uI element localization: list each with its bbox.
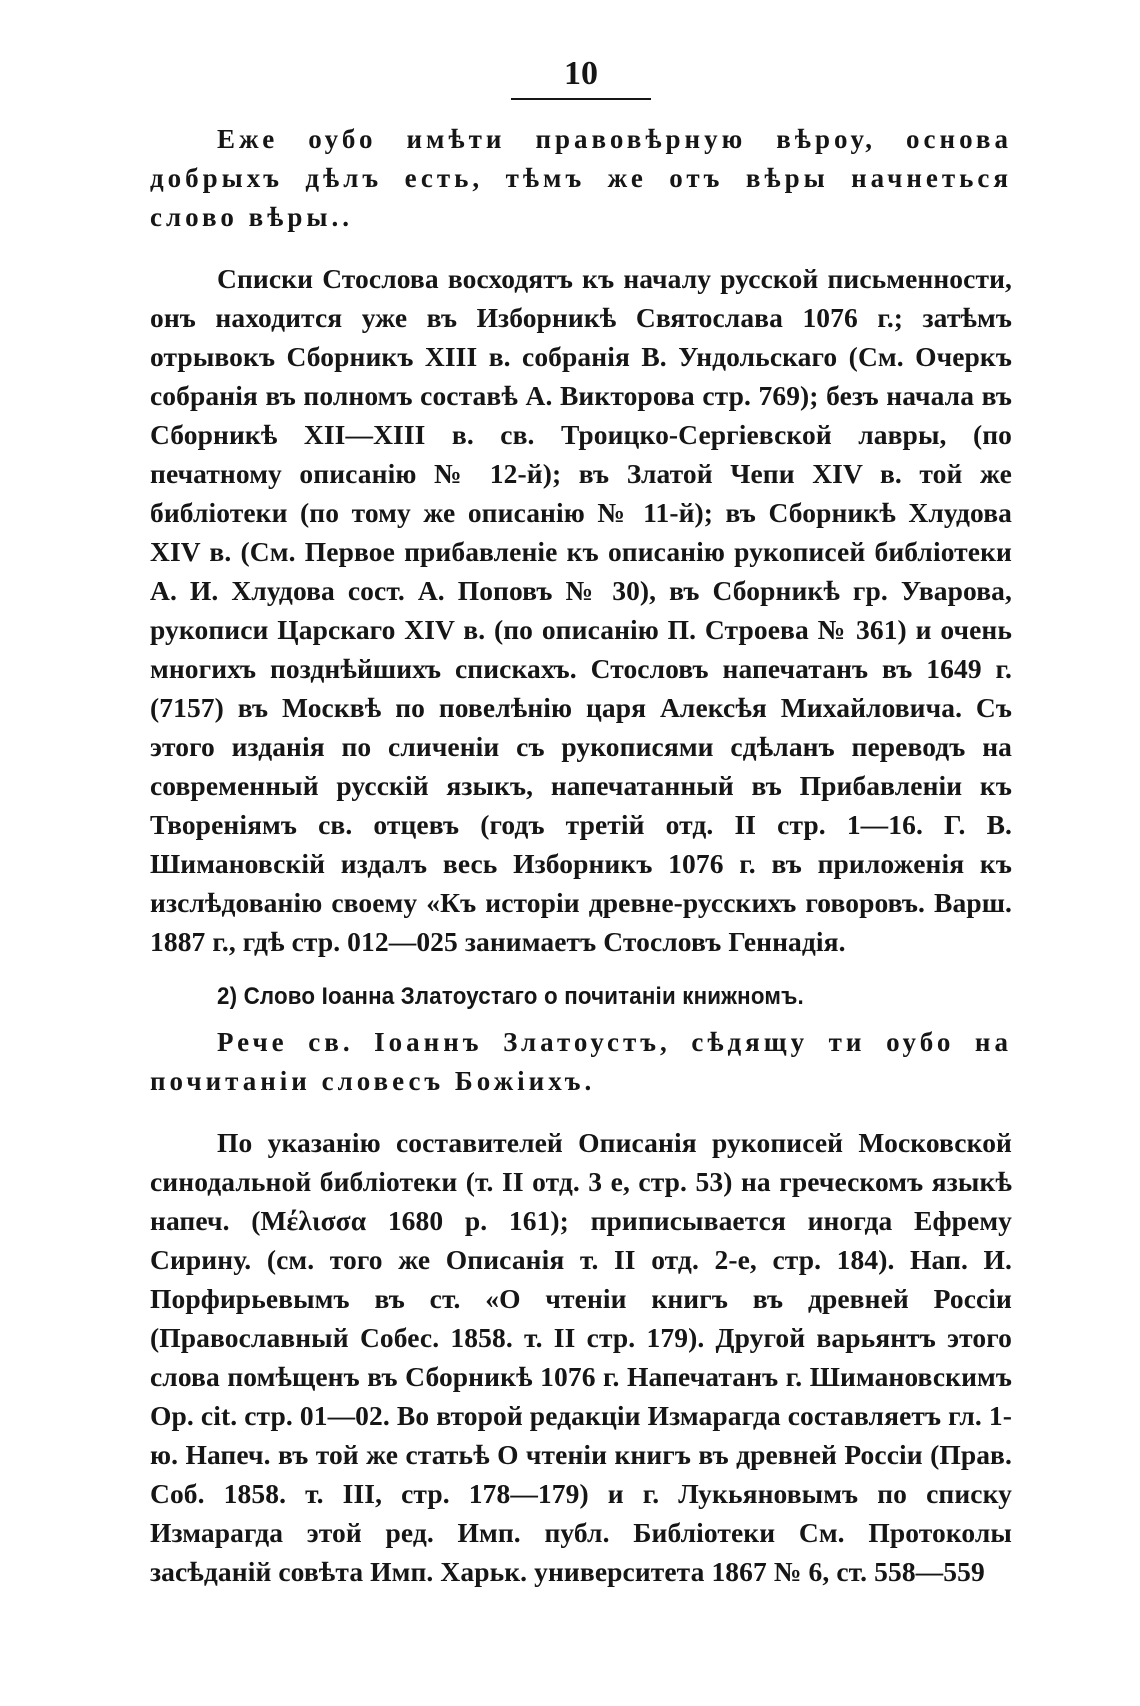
page-number: 10 <box>564 55 598 92</box>
page-number-rule <box>511 98 651 100</box>
section-heading: 2) Слово Іоанна Златоустаго о почитаніи книжномъ. <box>217 983 804 1010</box>
paragraph-stoslov-manuscripts: Списки Стослова восходятъ къ началу русской письменности, онъ находится уже въ Изборникѣ Святослава 1076 г.; затѣмъ отрывокъ Сборникъ XIII в. собранія В. Ундольскаго (См. Очеркъ собранія въ полномъ составѣ А. Викторова стр. 769); безъ начала въ Сборникѣ XII—XIII в. св. Троицко-Сергіевской лавры, (по печатному описанію № 12-й); въ Златой Чепи XIV в. той же библіотеки (по тому же описанію № 11-й); въ Сборникѣ Хлудова XIV в. (См. Первое прибавленіе къ описанію рукописей библіотеки А. И. Хлудова сост. А. Поповъ № 30), въ Сборникѣ гр. Уварова, рукописи Царскаго XIV в. (по описанію П. Строева № 361) и очень многихъ позднѣйшихъ спискахъ. Стословъ напечатанъ въ 1649 г. (7157) въ Москвѣ по повелѣнію царя Алексѣя Михайловича. Съ этого изданія по сличеніи съ рукописями сдѣланъ переводъ на современный русскій языкъ, напечатанный въ Прибавленіи къ Твореніямъ св. отцевъ (годъ третій отд. II стр. 1—16. Г. В. Шимановскій издалъ весь Изборникъ 1076 г. въ приложенія къ изслѣдованію своему «Къ исторіи древне-русскихъ говоровъ. Варш. 1887 г., гдѣ стр. 012—025 занимаетъ Стословъ Геннадія. <box>150 263 1012 957</box>
church-quote: Рече св. Іоаннъ Златоустъ, сѣдящу ти оубо на почитаніи словесъ Божіихъ. <box>150 1027 1012 1096</box>
book-page <box>150 52 1012 1591</box>
intro-quote: Еже оубо имѣти правовѣрную вѣроу, основа добрыхъ дѣлъ есть, тѣмъ же отъ вѣры начнеться слово вѣры.. <box>150 124 1012 232</box>
paragraph-chrysostom-manuscripts: По указанію составителей Описанія рукописей Московской синодальной библіотеки (т. II отд. 3 е, стр. 53) на греческомъ языкѣ напеч. (Μέλισσα 1680 р. 161); приписывается иногда Ефрему Сирину. (см. того же Описанія т. II отд. 2-е, стр. 184). Нап. И. Порфирьевымъ въ ст. «О чтеніи книгъ въ древней Россіи (Православный Собес. 1858. т. II стр. 179). Другой варьянтъ этого слова помѣщенъ въ Сборникѣ 1076 г. Напечатанъ г. Шимановскимъ Op. cit. стр. 01—02. Во второй редакціи Измарагда составляетъ гл. 1-ю. Напеч. въ той же статьѣ О чтеніи книгъ въ древней Россіи (Прав. Соб. 1858. т. III, стр. 178—179) и г. Лукьяновымъ по списку Измарагда этой ред. Имп. публ. Библіотеки См. Протоколы засѣданій совѣта Имп. Харьк. университета 1867 № 6, ст. 558—559 <box>150 1127 1012 1587</box>
